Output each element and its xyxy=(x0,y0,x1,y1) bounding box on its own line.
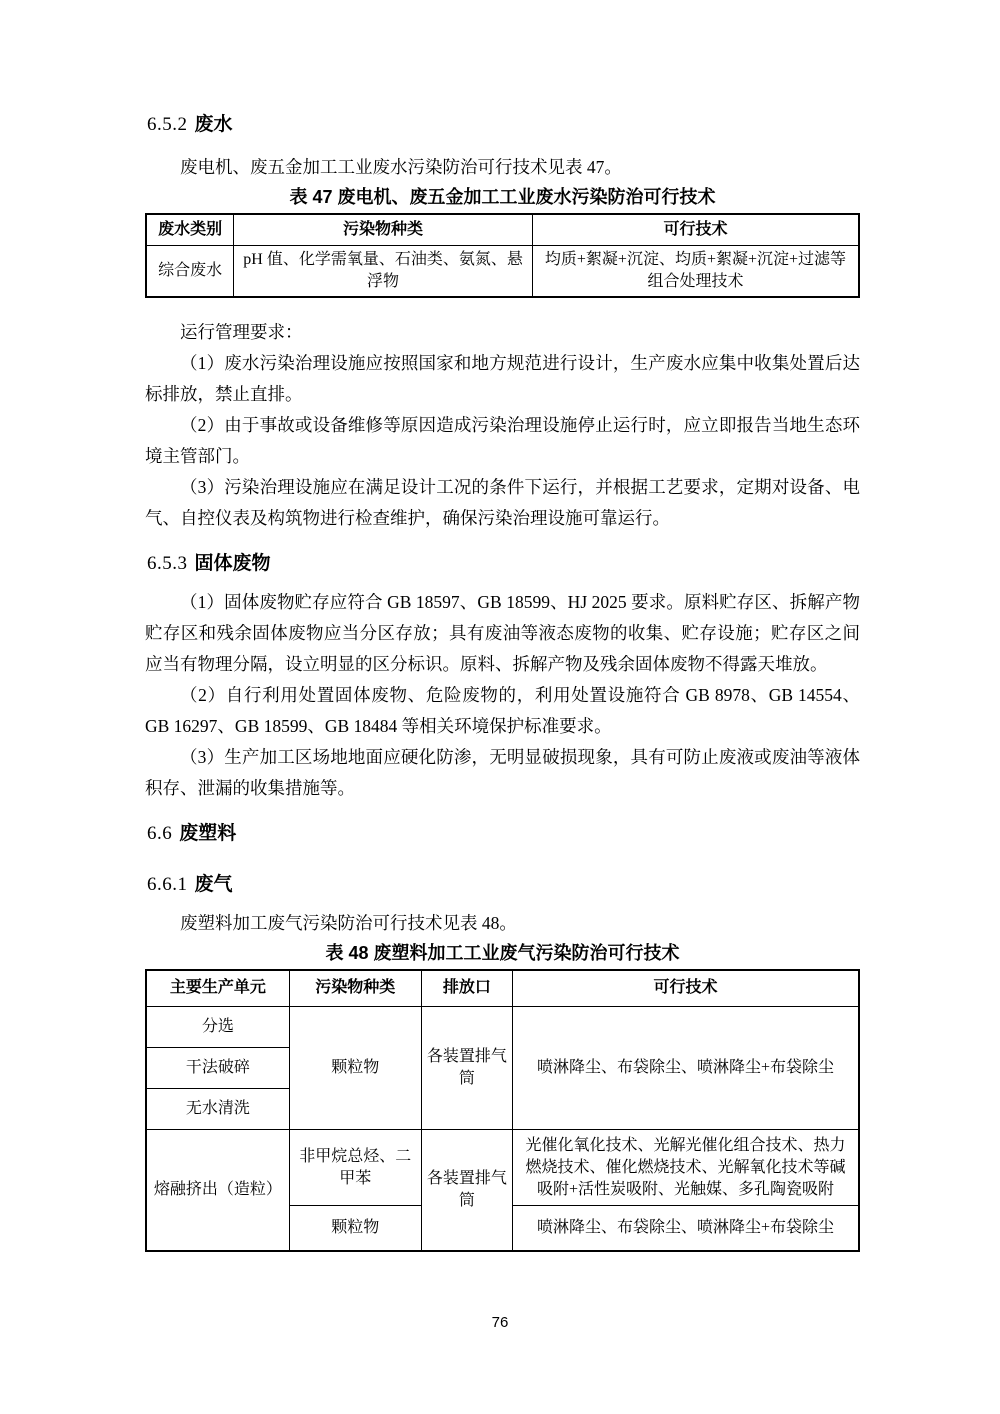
solid-waste-item-3: （3）生产加工区场地地面应硬化防渗，无明显破损现象，具有可防止废液或废油等液体积存、泄漏的收集措施等。 xyxy=(145,746,860,798)
table47-cell-technology: 均质+絮凝+沉淀、均质+絮凝+沉淀+过滤等组合处理技术 xyxy=(532,245,859,297)
table47-caption: 表 47 废电机、废五金加工工业废水污染防治可行技术 xyxy=(289,187,716,207)
table47-header-row xyxy=(146,214,859,245)
cell-unit-dry-crushing: 干法破碎 xyxy=(146,1048,289,1089)
requirement-item-1: （1）废水污染治理设施应按照国家和地方规范进行设计，生产废水应集中收集处置后达标排放，禁止直排。 xyxy=(145,352,860,404)
cell-unit-waterless-cleaning: 无水清洗 xyxy=(146,1089,289,1130)
heading-number: 6.5.2 xyxy=(147,114,188,135)
table47-header-category: 废水类别 xyxy=(146,214,234,245)
requirement-item-2: （2）由于事故或设备维修等原因造成污染治理设施停止运行时，应立即报告当地生态环境主管部门。 xyxy=(145,414,860,466)
heading-title: 废水 xyxy=(194,114,233,135)
table48-header-outlet: 排放口 xyxy=(421,970,512,1007)
cell-tech-dust: 喷淋降尘、布袋除尘、喷淋降尘+布袋除尘 xyxy=(512,1007,859,1130)
cell-pollutant-particulate-2: 颗粒物 xyxy=(289,1206,421,1251)
section-heading-653 xyxy=(147,551,860,577)
cell-tech-voc: 光催化氧化技术、光解光催化组合技术、热力燃烧技术、催化燃烧技术、光解氧化技术等碱吸附+活性炭吸附、光触媒、多孔陶瓷吸附 xyxy=(512,1130,859,1206)
cell-tech-dust-2: 喷淋降尘、布袋除尘、喷淋降尘+布袋除尘 xyxy=(512,1206,859,1251)
page-number: 76 xyxy=(491,1314,509,1331)
cell-unit-sorting: 分选 xyxy=(146,1007,289,1048)
table-48 xyxy=(145,969,860,1252)
table-47 xyxy=(145,213,860,298)
table48-row-melt-extrusion-voc xyxy=(146,1130,859,1206)
solid-waste-item-2: （2）自行利用处置固体废物、危险废物的，利用处置设施符合 GB 8978、GB 14554、GB 16297、GB 18599、GB 18484 等相关环境保护标准要求。 xyxy=(145,684,860,736)
table48-row-sorting xyxy=(146,1007,859,1048)
section-heading-652 xyxy=(147,112,860,138)
section-heading-661 xyxy=(147,872,860,898)
intro-paragraph-661: 废塑料加工废气污染防治可行技术见表 48。 xyxy=(180,912,517,933)
table48-caption: 表 48 废塑料加工工业废气污染防治可行技术 xyxy=(325,942,680,963)
table47-data-row xyxy=(146,245,859,297)
cell-unit-melt-extrusion: 熔融挤出（造粒） xyxy=(146,1130,289,1251)
requirements-title: 运行管理要求： xyxy=(180,321,303,342)
intro-paragraph-652: 废电机、废五金加工工业废水污染防治可行技术见表 47。 xyxy=(180,157,622,177)
table47-cell-category: 综合废水 xyxy=(146,245,234,297)
heading-title: 固体废物 xyxy=(194,552,271,574)
requirement-item-3: （3）污染治理设施应在满足设计工况的条件下运行，并根据工艺要求，定期对设备、电气、自控仪表及构筑物进行检查维护，确保污染治理设施可靠运行。 xyxy=(145,476,860,528)
cell-outlet-stacks: 各装置排气筒 xyxy=(421,1007,512,1130)
table48-header-pollutant: 污染物种类 xyxy=(289,970,421,1007)
table48-header-technology: 可行技术 xyxy=(512,970,859,1007)
table47-header-technology: 可行技术 xyxy=(532,214,859,245)
heading-number: 6.5.3 xyxy=(147,552,188,574)
table47-header-pollutants: 污染物种类 xyxy=(234,214,533,245)
cell-pollutant-particulate: 颗粒物 xyxy=(289,1007,421,1130)
cell-pollutant-nmhc-xylene: 非甲烷总烃、二甲苯 xyxy=(289,1130,421,1206)
cell-outlet-stacks-2: 各装置排气筒 xyxy=(421,1130,512,1251)
section-heading-66 xyxy=(147,821,860,847)
heading-number: 6.6.1 xyxy=(147,873,188,895)
heading-title: 废气 xyxy=(194,873,233,895)
table48-header-unit: 主要生产单元 xyxy=(146,970,289,1007)
table47-cell-pollutants: pH 值、化学需氧量、石油类、氨氮、悬浮物 xyxy=(234,245,533,297)
table48-header-row xyxy=(146,970,859,1007)
heading-title: 废塑料 xyxy=(179,822,237,844)
heading-number: 6.6 xyxy=(147,822,173,844)
solid-waste-item-1: （1）固体废物贮存应符合 GB 18597、GB 18599、HJ 2025 要求。原料贮存区、拆解产物贮存区和残余固体废物应当分区存放；具有废油等液态废物的收集、贮存设施；贮存区之间应当有物理分隔，设立明显的区分标识。原料、拆解产物及残余固体废物不得露天堆放。 xyxy=(145,591,860,674)
